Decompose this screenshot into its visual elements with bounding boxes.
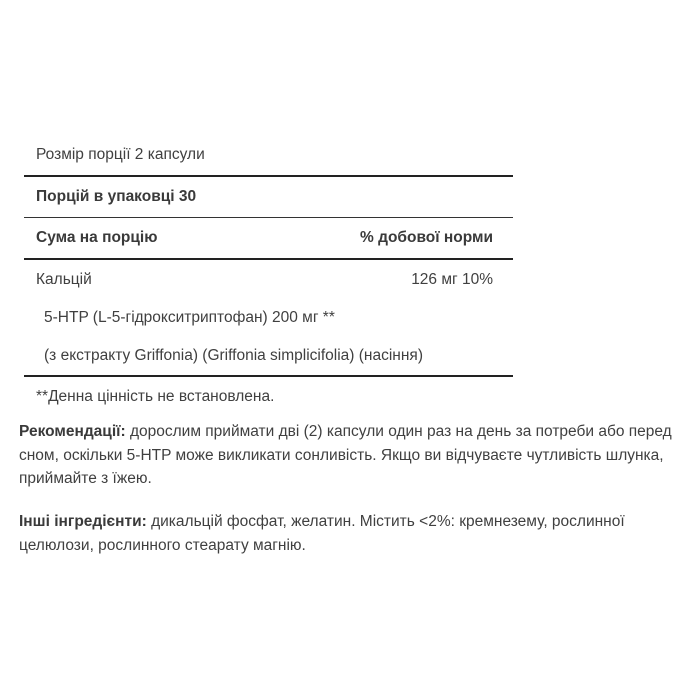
- recommendations-paragraph: [19, 420, 679, 491]
- ingredient-row: [24, 260, 513, 300]
- daily-value-header: % добової норми: [360, 229, 493, 246]
- ingredient-row: [24, 300, 513, 338]
- servings-per-container-row: [24, 177, 513, 217]
- recommendations-text: дорослим приймати дві (2) капсули один раз на день за потреби або перед сном, оскільки 5-HTP може викликати сонливість. Якщо ви відчуваєте чутливість шлунка, приймайте з їжею.: [19, 423, 672, 487]
- ingredient-name: 5-HTP (L-5-гідрокситриптофан) 200 мг **: [44, 309, 335, 326]
- ingredient-amount: 126 мг 10%: [411, 271, 493, 288]
- ingredient-name: (з екстракту Griffonia) (Griffonia simplicifolia) (насіння): [44, 347, 423, 364]
- serving-size-text: Розмір порції 2 капсули: [36, 146, 205, 163]
- ingredient-name: Кальцій: [36, 271, 92, 288]
- footnote-text: **Денна цінність не встановлена.: [36, 388, 275, 405]
- supplement-facts-table: [24, 135, 513, 420]
- other-ingredients-text: дикальцій фосфат, желатин. Містить <2%: кремнезему, рослинної целюлози, рослинного стеарату магнію.: [19, 513, 625, 554]
- other-ingredients-label: Інші інгредієнти:: [19, 513, 147, 530]
- other-ingredients-paragraph: [19, 510, 679, 557]
- amount-per-serving-header: Сума на порцію: [36, 229, 158, 246]
- recommendations-label: Рекомендації:: [19, 423, 126, 440]
- servings-per-container-text: Порцій в упаковці 30: [36, 188, 197, 205]
- serving-size-row: [24, 135, 513, 175]
- header-row: [24, 218, 513, 258]
- footnote-row: [24, 377, 513, 420]
- ingredient-row: [24, 338, 513, 375]
